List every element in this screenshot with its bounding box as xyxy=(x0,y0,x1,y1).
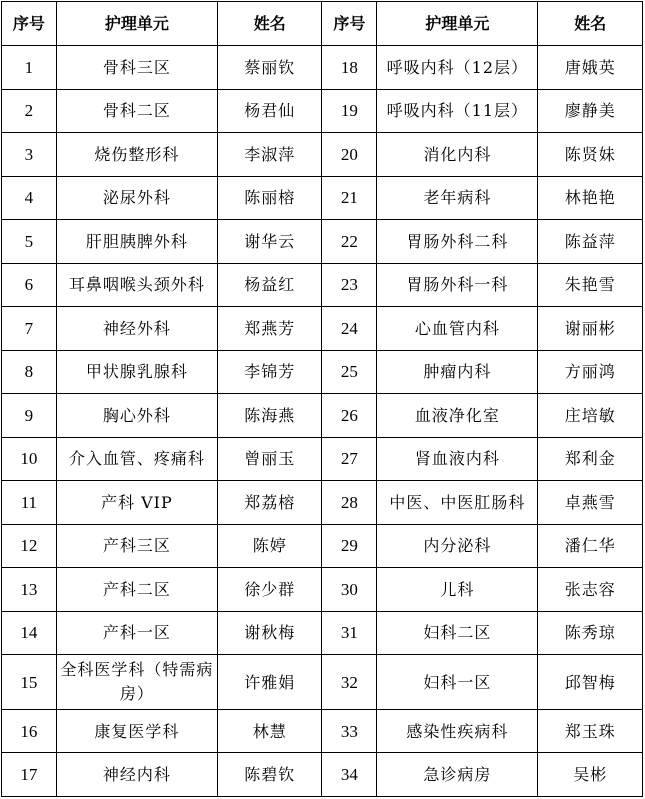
row-right-name: 陈益萍 xyxy=(538,220,643,264)
table-row xyxy=(2,709,643,753)
row-left-no: 11 xyxy=(2,481,57,525)
row-right-no: 27 xyxy=(322,437,377,481)
row-right-unit: 肿瘤内科 xyxy=(377,350,538,394)
table-row xyxy=(2,611,643,655)
row-left-name: 曾丽玉 xyxy=(218,437,322,481)
row-left-no: 10 xyxy=(2,437,57,481)
row-left-no: 3 xyxy=(2,133,57,177)
table-row xyxy=(2,350,643,394)
row-right-unit: 妇科二区 xyxy=(377,611,538,655)
table-row xyxy=(2,46,643,90)
row-right-no: 28 xyxy=(322,481,377,525)
row-right-no: 22 xyxy=(322,220,377,264)
row-right-name: 张志容 xyxy=(538,568,643,612)
table-row xyxy=(2,568,643,612)
row-left-unit: 烧伤整形科 xyxy=(56,133,217,177)
header-right-no: 序号 xyxy=(322,2,377,46)
row-left-unit: 骨科三区 xyxy=(56,46,217,90)
row-right-unit: 心血管内科 xyxy=(377,307,538,351)
header-left-no: 序号 xyxy=(2,2,57,46)
row-right-name: 方丽鸿 xyxy=(538,350,643,394)
row-left-unit: 产科三区 xyxy=(56,524,217,568)
row-right-no: 25 xyxy=(322,350,377,394)
row-right-name: 陈贤妹 xyxy=(538,133,643,177)
row-right-name: 庄培敏 xyxy=(538,394,643,438)
row-right-name: 邱智梅 xyxy=(538,655,643,710)
table-row xyxy=(2,220,643,264)
row-right-no: 19 xyxy=(322,89,377,133)
row-right-name: 潘仁华 xyxy=(538,524,643,568)
row-right-unit: 中医、中医肛肠科 xyxy=(377,481,538,525)
row-right-unit: 感染性疾病科 xyxy=(377,709,538,753)
row-left-unit: 产科二区 xyxy=(56,568,217,612)
row-left-name: 李锦芳 xyxy=(218,350,322,394)
row-left-unit: 肝胆胰脾外科 xyxy=(56,220,217,264)
nurse-roster-table xyxy=(1,1,643,797)
row-right-unit: 儿科 xyxy=(377,568,538,612)
row-right-unit: 妇科一区 xyxy=(377,655,538,710)
table-header xyxy=(2,2,643,46)
row-left-name: 陈丽榕 xyxy=(218,176,322,220)
row-right-no: 23 xyxy=(322,263,377,307)
row-right-no: 18 xyxy=(322,46,377,90)
row-right-no: 31 xyxy=(322,611,377,655)
row-left-no: 6 xyxy=(2,263,57,307)
table-row xyxy=(2,263,643,307)
row-left-unit: 甲状腺乳腺科 xyxy=(56,350,217,394)
table-row xyxy=(2,307,643,351)
header-left-unit: 护理单元 xyxy=(56,2,217,46)
row-right-name: 郑玉珠 xyxy=(538,709,643,753)
row-left-name: 陈碧钦 xyxy=(218,753,322,797)
table-body xyxy=(2,46,643,797)
table-row xyxy=(2,176,643,220)
row-left-no: 15 xyxy=(2,655,57,710)
row-right-name: 陈秀琼 xyxy=(538,611,643,655)
row-left-unit: 骨科二区 xyxy=(56,89,217,133)
row-right-unit: 内分泌科 xyxy=(377,524,538,568)
row-left-unit: 全科医学科（特需病房） xyxy=(56,655,217,710)
row-right-name: 林艳艳 xyxy=(538,176,643,220)
row-right-name: 廖静美 xyxy=(538,89,643,133)
row-right-no: 33 xyxy=(322,709,377,753)
row-right-no: 30 xyxy=(322,568,377,612)
table-row xyxy=(2,524,643,568)
row-right-name: 唐娥英 xyxy=(538,46,643,90)
row-left-name: 郑燕芳 xyxy=(218,307,322,351)
row-left-name: 许雅娟 xyxy=(218,655,322,710)
row-right-unit: 老年病科 xyxy=(377,176,538,220)
row-right-name: 卓燕雪 xyxy=(538,481,643,525)
row-left-name: 蔡丽钦 xyxy=(218,46,322,90)
table-row xyxy=(2,133,643,177)
row-left-unit: 耳鼻咽喉头颈外科 xyxy=(56,263,217,307)
row-right-no: 26 xyxy=(322,394,377,438)
row-left-name: 杨益红 xyxy=(218,263,322,307)
row-left-no: 17 xyxy=(2,753,57,797)
row-left-no: 2 xyxy=(2,89,57,133)
row-left-name: 陈婷 xyxy=(218,524,322,568)
table-row xyxy=(2,89,643,133)
row-left-name: 谢华云 xyxy=(218,220,322,264)
row-left-name: 郑荔榕 xyxy=(218,481,322,525)
row-left-unit: 产科一区 xyxy=(56,611,217,655)
row-left-unit: 神经外科 xyxy=(56,307,217,351)
row-left-name: 陈海燕 xyxy=(218,394,322,438)
row-right-no: 34 xyxy=(322,753,377,797)
row-left-no: 5 xyxy=(2,220,57,264)
table-row xyxy=(2,481,643,525)
row-left-no: 14 xyxy=(2,611,57,655)
row-left-no: 12 xyxy=(2,524,57,568)
row-left-no: 16 xyxy=(2,709,57,753)
row-right-unit: 消化内科 xyxy=(377,133,538,177)
row-right-unit: 胃肠外科二科 xyxy=(377,220,538,264)
row-left-no: 13 xyxy=(2,568,57,612)
table-row xyxy=(2,437,643,481)
row-left-unit: 介入血管、疼痛科 xyxy=(56,437,217,481)
row-left-no: 7 xyxy=(2,307,57,351)
row-left-name: 谢秋梅 xyxy=(218,611,322,655)
row-left-unit: 康复医学科 xyxy=(56,709,217,753)
row-right-unit: 急诊病房 xyxy=(377,753,538,797)
row-right-no: 21 xyxy=(322,176,377,220)
row-left-unit: 胸心外科 xyxy=(56,394,217,438)
row-right-name: 朱艳雪 xyxy=(538,263,643,307)
row-left-name: 林慧 xyxy=(218,709,322,753)
row-right-no: 29 xyxy=(322,524,377,568)
row-right-unit: 胃肠外科一科 xyxy=(377,263,538,307)
header-right-name: 姓名 xyxy=(538,2,643,46)
header-left-name: 姓名 xyxy=(218,2,322,46)
header-row xyxy=(2,2,643,46)
row-left-name: 李淑萍 xyxy=(218,133,322,177)
header-right-unit: 护理单元 xyxy=(377,2,538,46)
row-left-no: 1 xyxy=(2,46,57,90)
row-left-name: 徐少群 xyxy=(218,568,322,612)
row-left-unit: 神经内科 xyxy=(56,753,217,797)
row-left-unit: 泌尿外科 xyxy=(56,176,217,220)
table-row xyxy=(2,655,643,710)
row-left-name: 杨君仙 xyxy=(218,89,322,133)
table-row xyxy=(2,753,643,797)
row-right-unit: 血液净化室 xyxy=(377,394,538,438)
row-right-no: 20 xyxy=(322,133,377,177)
row-left-no: 4 xyxy=(2,176,57,220)
row-right-name: 吴彬 xyxy=(538,753,643,797)
table-row xyxy=(2,394,643,438)
row-left-no: 8 xyxy=(2,350,57,394)
row-right-no: 24 xyxy=(322,307,377,351)
row-right-unit: 呼吸内科（12层） xyxy=(377,46,538,90)
row-right-name: 郑利金 xyxy=(538,437,643,481)
row-left-no: 9 xyxy=(2,394,57,438)
row-right-name: 谢丽彬 xyxy=(538,307,643,351)
row-right-unit: 呼吸内科（11层） xyxy=(377,89,538,133)
row-right-unit: 肾血液内科 xyxy=(377,437,538,481)
row-right-no: 32 xyxy=(322,655,377,710)
row-left-unit: 产科 VIP xyxy=(56,481,217,525)
